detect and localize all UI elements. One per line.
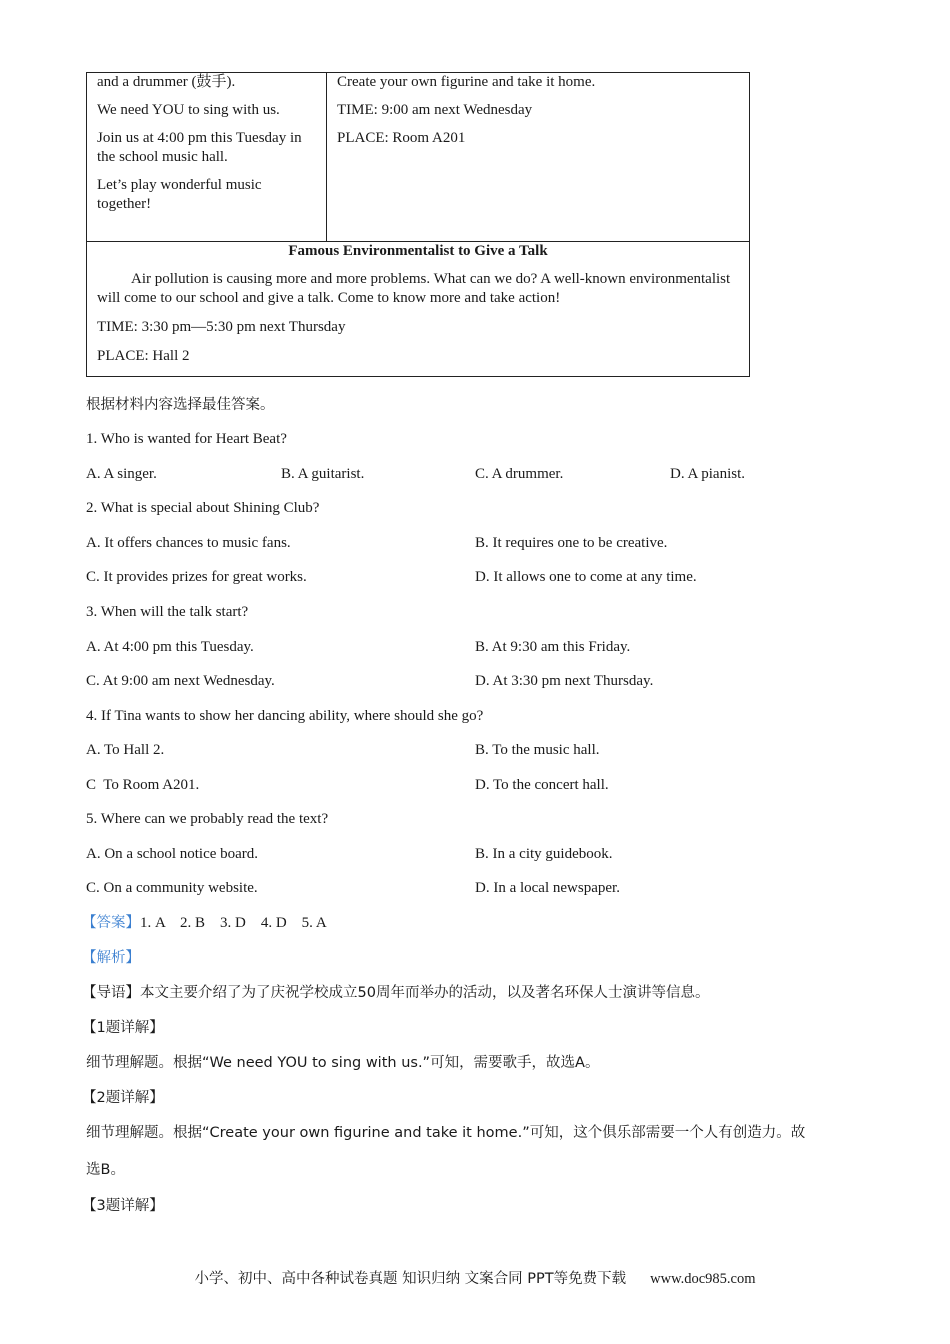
guide-text: 【导语】本文主要介绍了为了庆祝学校成立50周年而举办的活动，以及著名环保人士演讲等信息。 [82,985,710,1001]
talk-title: Famous Environmentalist to Give a Talk [288,243,548,259]
question-stem: 4. If Tina wants to show her dancing ability, where should she go? [86,708,484,724]
detail-heading-2: 【2题详解】 [82,1090,164,1106]
notice-table [86,72,750,377]
option-d: D. A pianist. [670,466,746,482]
option-a: A. It offers chances to music fans. [86,535,291,551]
notice-right-line: TIME: 9:00 am next Wednesday [337,102,533,118]
answer-line [82,913,327,933]
analysis-label: 【解析】 [82,950,140,966]
notice-right-line: PLACE: Room A201 [337,130,466,146]
option-d: D. In a local newspaper. [475,880,620,896]
page-footer [0,1269,950,1289]
notice-left-line: Let’s play wonderful music together! [97,177,262,212]
question-stem: 2. What is special about Shining Club? [86,500,320,516]
detail-text-2a: 细节理解题。根据“Create your own figurine and take it home.”可知，这个俱乐部需要一个人有创造力。故 [86,1125,806,1141]
notice-right-line: Create your own figurine and take it home. [337,74,596,90]
notice-left-line: We need YOU to sing with us. [97,102,280,118]
shining-club-cell [327,73,750,242]
option-d: D. To the concert hall. [475,777,609,793]
option-b: B. To the music hall. [475,742,600,758]
talk-body: Air pollution is causing more and more problems. What can we do? A well-known environmentalist will come to our school and give a talk. Come to know more and take action! [97,271,731,306]
answer-label: 【答案】 [82,915,140,931]
answer-text: 1. A 2. B 3. D 4. D 5. A [140,915,327,931]
footer-text: 小学、初中、高中各种试卷真题 知识归纳 文案合同 PPT等免费下载 [194,1271,627,1287]
option-d: D. It allows one to come at any time. [475,569,697,585]
heart-beat-cell [87,73,327,242]
option-c: C. At 9:00 am next Wednesday. [86,673,275,689]
option-b: B. In a city guidebook. [475,846,613,862]
question-stem: 3. When will the talk start? [86,604,249,620]
option-a: A. To Hall 2. [86,742,165,758]
option-d: D. At 3:30 pm next Thursday. [475,673,654,689]
detail-heading-3: 【3题详解】 [82,1198,164,1214]
detail-heading-1: 【1题详解】 [82,1020,164,1036]
option-c: C. On a community website. [86,880,258,896]
talk-cell [87,242,750,377]
option-a: A. On a school notice board. [86,846,259,862]
option-b: B. It requires one to be creative. [475,535,668,551]
notice-left-line: and a drummer (鼓手). [97,74,236,90]
option-c: C. It provides prizes for great works. [86,569,307,585]
notice-left-line: Join us at 4:00 pm this Tuesday in the school music hall. [97,130,302,165]
option-a: A. A singer. [86,466,157,482]
detail-text-2b: 选B。 [86,1162,125,1178]
detail-text-1: 细节理解题。根据“We need YOU to sing with us.”可知，需要歌手，故选A。 [86,1055,600,1071]
footer-url[interactable]: www.doc985.com [650,1271,756,1287]
option-c: C. A drummer. [475,466,564,482]
option-c: C To Room A201. [86,777,200,793]
option-b: B. At 9:30 am this Friday. [475,639,631,655]
talk-time: TIME: 3:30 pm—5:30 pm next Thursday [97,319,346,335]
talk-place: PLACE: Hall 2 [97,348,190,364]
question-stem: 1. Who is wanted for Heart Beat? [86,431,287,447]
question-stem: 5. Where can we probably read the text? [86,811,329,827]
option-a: A. At 4:00 pm this Tuesday. [86,639,254,655]
instruction: 根据材料内容选择最佳答案。 [86,397,275,413]
option-b: B. A guitarist. [281,466,365,482]
